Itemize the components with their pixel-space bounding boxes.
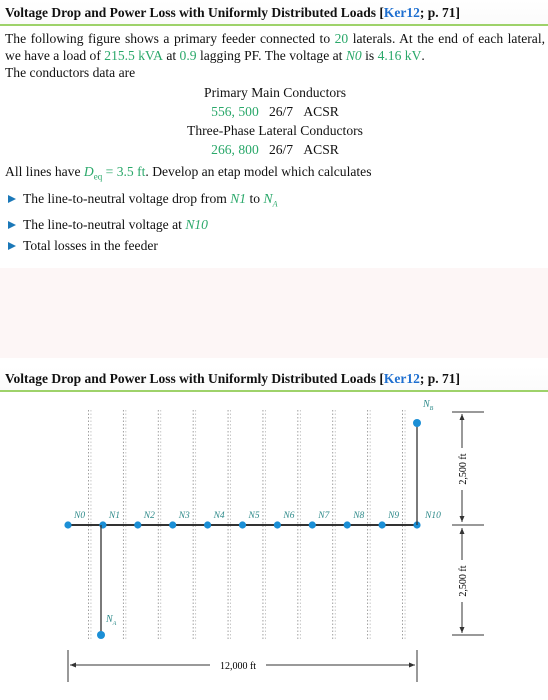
slide1-body	[5, 30, 545, 256]
task2-text: The line-to-neutral voltage at	[23, 217, 186, 233]
dim-horiz-arrow-right	[409, 663, 415, 668]
node-n10-dot	[413, 521, 420, 528]
deq-sentence	[5, 163, 545, 186]
problem-paragraph	[5, 30, 545, 64]
task1-to: N	[263, 190, 273, 206]
slide2-cite-open: [	[379, 371, 384, 386]
task-item	[5, 235, 545, 256]
node-nb-label: $N_B$	[423, 399, 434, 412]
slide1-cite-rest: ; p. 71]	[419, 5, 461, 20]
deq-subscript: eq	[93, 171, 103, 182]
slide2-cite-rest: ; p. 71]	[419, 371, 461, 386]
task1-from: N1	[230, 190, 247, 206]
primary-strand: 26/7	[268, 104, 294, 119]
deq-value: = 3.5 ft	[102, 164, 146, 179]
p1-e: is	[361, 48, 378, 63]
deq-b: . Develop an etap model which calculates	[145, 164, 372, 179]
conductor-table	[5, 84, 545, 158]
task1-to-subscript: A	[272, 199, 278, 209]
slide1-header	[0, 0, 548, 26]
node-n9-dot	[379, 521, 386, 528]
primary-heading: Primary Main Conductors	[204, 85, 346, 100]
conductor-intro: The conductors data are	[5, 65, 136, 80]
primary-size: 556, 500	[211, 104, 259, 119]
laterals-count: 20	[334, 31, 349, 46]
task1-text: The line-to-neutral voltage drop from	[23, 190, 231, 206]
task1-to-word: to	[246, 190, 264, 206]
node-n9-label: N9	[388, 511, 400, 521]
lateral-size: 266, 800	[211, 142, 259, 157]
lateral-heading: Three-Phase Lateral Conductors	[187, 123, 363, 138]
p1-c: at	[162, 48, 180, 63]
slide2-header	[0, 366, 548, 392]
node-n1-label: N1	[108, 511, 120, 521]
load-value: 215.5 kVA	[104, 48, 163, 63]
primary-row	[5, 103, 545, 120]
node-nb-dot	[413, 419, 421, 427]
node-n1-dot	[99, 521, 106, 528]
node-n6-label: N6	[283, 511, 295, 521]
p1-a: The following figure shows a primary feeder connected to	[5, 31, 335, 46]
voltage-value: 4.16 kV	[377, 48, 422, 63]
node-n3-dot	[169, 521, 176, 528]
pf-value: 0.9	[179, 48, 197, 63]
node-n7-dot	[309, 521, 316, 528]
lateral-strand: 26/7	[268, 142, 294, 157]
slide2-cite-link[interactable]: Ker12	[383, 371, 420, 386]
node-n2-label: N2	[143, 511, 155, 521]
slide-separator-band	[0, 268, 548, 358]
dim-lower-label: 2,500 ft	[458, 565, 469, 597]
slide1-title: Voltage Drop and Power Loss with Uniformly Distributed Loads	[5, 5, 377, 20]
deq-a: All lines have	[5, 164, 84, 179]
node-n8-dot	[344, 521, 351, 528]
task-item	[5, 214, 545, 235]
node-n0-label: N0	[74, 511, 86, 521]
p1-d: lagging PF. The voltage at	[196, 48, 346, 63]
dim-upper-arrow-top	[460, 414, 465, 420]
dim-horiz-arrow-left	[70, 663, 76, 668]
node-n10-label: N10	[425, 511, 441, 521]
dim-lower-arrow-top	[460, 528, 465, 534]
node-na-dot	[97, 631, 105, 639]
p1-f: .	[421, 48, 425, 63]
dim-horiz-label: 12,000 ft	[219, 661, 257, 672]
node-n7-label: N7	[318, 511, 330, 521]
lateral-type: ACSR	[303, 142, 339, 157]
dim-lower-arrow-bottom	[460, 627, 465, 633]
slide1-cite-open: [	[379, 5, 384, 20]
node-n0-ref: N0	[345, 48, 362, 63]
deq-symbol: D	[83, 164, 94, 179]
node-n6-dot	[274, 521, 281, 528]
node-n5-dot	[239, 521, 246, 528]
node-na-label: $N_A$	[106, 614, 117, 627]
slide1-cite-link[interactable]: Ker12	[383, 5, 420, 20]
node-n4-label: N4	[213, 511, 225, 521]
node-n3-label: N3	[178, 511, 190, 521]
lateral-lines	[88, 410, 405, 640]
feeder-nodes	[64, 511, 441, 529]
slide2-title: Voltage Drop and Power Loss with Uniformly Distributed Loads	[5, 371, 377, 386]
task-list	[5, 188, 545, 257]
node-n8-label: N8	[353, 511, 365, 521]
node-n0-dot	[64, 521, 71, 528]
node-n4-dot	[204, 521, 211, 528]
task2-node: N10	[185, 217, 208, 233]
node-n5-label: N5	[248, 511, 260, 521]
task3-text: Total losses in the feeder	[23, 238, 158, 254]
p1-b: laterals. At the end of each lateral, we have a load of	[5, 31, 546, 63]
dim-upper-arrow-bottom	[460, 516, 465, 522]
primary-type: ACSR	[303, 104, 339, 119]
task-item	[5, 188, 545, 215]
lateral-row	[5, 141, 545, 158]
dim-upper-label: 2,500 ft	[458, 453, 469, 485]
node-n2-dot	[134, 521, 141, 528]
